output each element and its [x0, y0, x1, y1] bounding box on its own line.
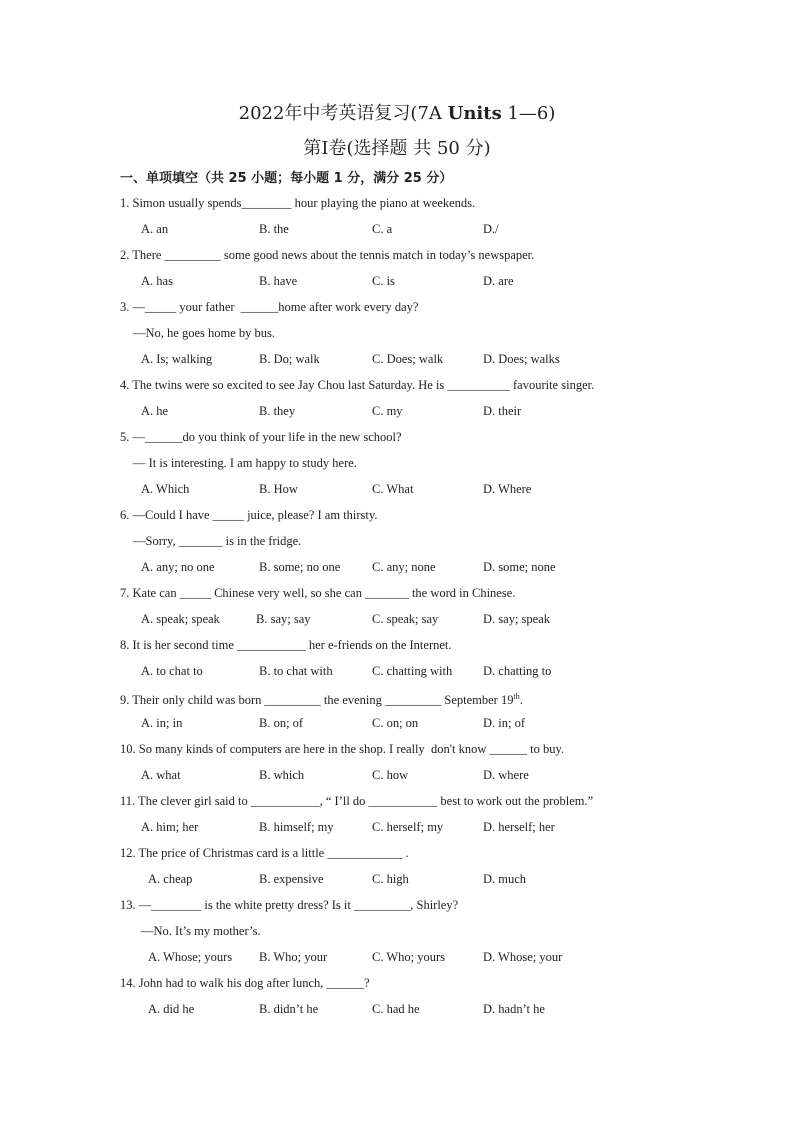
option-c: C. What — [372, 482, 414, 496]
option-a: A. what — [141, 768, 181, 782]
option-b: B. Who; your — [259, 950, 328, 964]
option-c: C. had he — [372, 1002, 420, 1016]
section-heading: 一、单项填空（共 25 小题；每小题 1 分，满分 25 分） — [120, 171, 453, 186]
option-a: A. Whose; yours — [148, 950, 233, 964]
option-a: A. has — [141, 274, 173, 288]
option-b: B. the — [259, 222, 289, 236]
question-stem: 4. The twins were so excited to see Jay Chou last Saturday. He is __________ favourite singer. — [120, 378, 595, 392]
option-d: D. herself; her — [483, 820, 555, 834]
option-b: B. How — [259, 482, 298, 496]
option-d: D. say; speak — [483, 612, 550, 626]
option-b: B. have — [259, 274, 298, 288]
option-b: B. which — [259, 768, 305, 782]
option-a: A. in; in — [141, 716, 183, 730]
option-d: D. Where — [483, 482, 532, 496]
question-stem: 2. There _________ some good news about the tennis match in today’s newspaper. — [120, 248, 535, 262]
option-c: C. is — [372, 274, 395, 288]
question-stem: 10. So many kinds of computers are here in the shop. I really don't know ______ to buy. — [120, 742, 565, 756]
option-c: C. any; none — [372, 560, 436, 574]
option-d: D. much — [483, 872, 527, 886]
title-part-units: Units — [447, 103, 502, 124]
question-dialogue: — It is interesting. I am happy to study here. — [133, 456, 357, 470]
option-a: A. cheap — [148, 872, 193, 886]
option-a: A. him; her — [141, 820, 199, 834]
question-stem: 5. —______do you think of your life in the new school? — [120, 430, 402, 444]
option-d: D./ — [483, 222, 499, 236]
question-stem: 11. The clever girl said to ___________, “ I’ll do ___________ best to work out the problem.” — [120, 794, 594, 808]
question-dialogue: —Sorry, _______ is in the fridge. — [133, 534, 302, 548]
option-b: B. on; of — [259, 716, 304, 730]
question-stem: 3. —_____ your father ______home after work every day? — [120, 300, 419, 314]
question-stem: 1. Simon usually spends________ hour playing the piano at weekends. — [120, 196, 476, 210]
option-b: B. expensive — [259, 872, 324, 886]
option-a: A. he — [141, 404, 169, 418]
question-dialogue: —No. It’s my mother’s. — [141, 924, 261, 938]
option-a: A. Is; walking — [141, 352, 213, 366]
option-b: B. say; say — [256, 612, 311, 626]
question-stem: 7. Kate can _____ Chinese very well, so she can _______ the word in Chinese. — [120, 586, 516, 600]
option-d: D. some; none — [483, 560, 556, 574]
option-c: C. chatting with — [372, 664, 453, 678]
option-c: C. how — [372, 768, 409, 782]
option-d: D. are — [483, 274, 514, 288]
question-stem: 8. It is her second time ___________ her e-friends on the Internet. — [120, 638, 452, 652]
option-c: C. my — [372, 404, 403, 418]
option-b: B. to chat with — [259, 664, 333, 678]
option-d: D. Whose; your — [483, 950, 563, 964]
option-c: C. herself; my — [372, 820, 444, 834]
option-d: D. chatting to — [483, 664, 552, 678]
question-stem: 12. The price of Christmas card is a little ____________ . — [120, 846, 409, 860]
option-d: D. hadn’t he — [483, 1002, 545, 1016]
option-c: C. high — [372, 872, 409, 886]
option-a: A. speak; speak — [141, 612, 220, 626]
option-b: B. didn’t he — [259, 1002, 319, 1016]
option-d: D. their — [483, 404, 522, 418]
option-c: C. Does; walk — [372, 352, 444, 366]
question-stem: 6. —Could I have _____ juice, please? I am thirsty. — [120, 508, 378, 522]
question-dialogue: —No, he goes home by bus. — [133, 326, 275, 340]
option-a: A. to chat to — [141, 664, 203, 678]
option-c: C. a — [372, 222, 393, 236]
title-part-a: 2022年中考英语复习(7A — [238, 103, 448, 124]
question-stem — [120, 689, 523, 708]
option-c: C. on; on — [372, 716, 419, 730]
option-d: D. in; of — [483, 716, 526, 730]
option-b: B. himself; my — [259, 820, 334, 834]
option-d: D. where — [483, 768, 529, 782]
option-b: B. they — [259, 404, 296, 418]
option-a: A. Which — [141, 482, 190, 496]
ordinal-suffix: th — [513, 692, 520, 701]
paper-subtitle: 第Ⅰ卷(选择题 共 50 分) — [303, 138, 491, 159]
stem-text: 9. Their only child was born _________ the evening _________ September 19 — [120, 693, 514, 708]
title-part-range: 1—6) — [501, 103, 556, 124]
option-a: A. any; no one — [141, 560, 215, 574]
stem-end: . — [519, 693, 523, 708]
option-c: C. speak; say — [372, 612, 439, 626]
option-b: B. some; no one — [259, 560, 341, 574]
option-c: C. Who; yours — [372, 950, 446, 964]
option-b: B. Do; walk — [259, 352, 320, 366]
question-stem: 13. —________ is the white pretty dress? Is it _________, Shirley? — [120, 898, 459, 912]
option-a: A. did he — [148, 1002, 195, 1016]
option-d: D. Does; walks — [483, 352, 560, 366]
option-a: A. an — [141, 222, 169, 236]
question-stem: 14. John had to walk his dog after lunch, ______? — [120, 976, 370, 990]
